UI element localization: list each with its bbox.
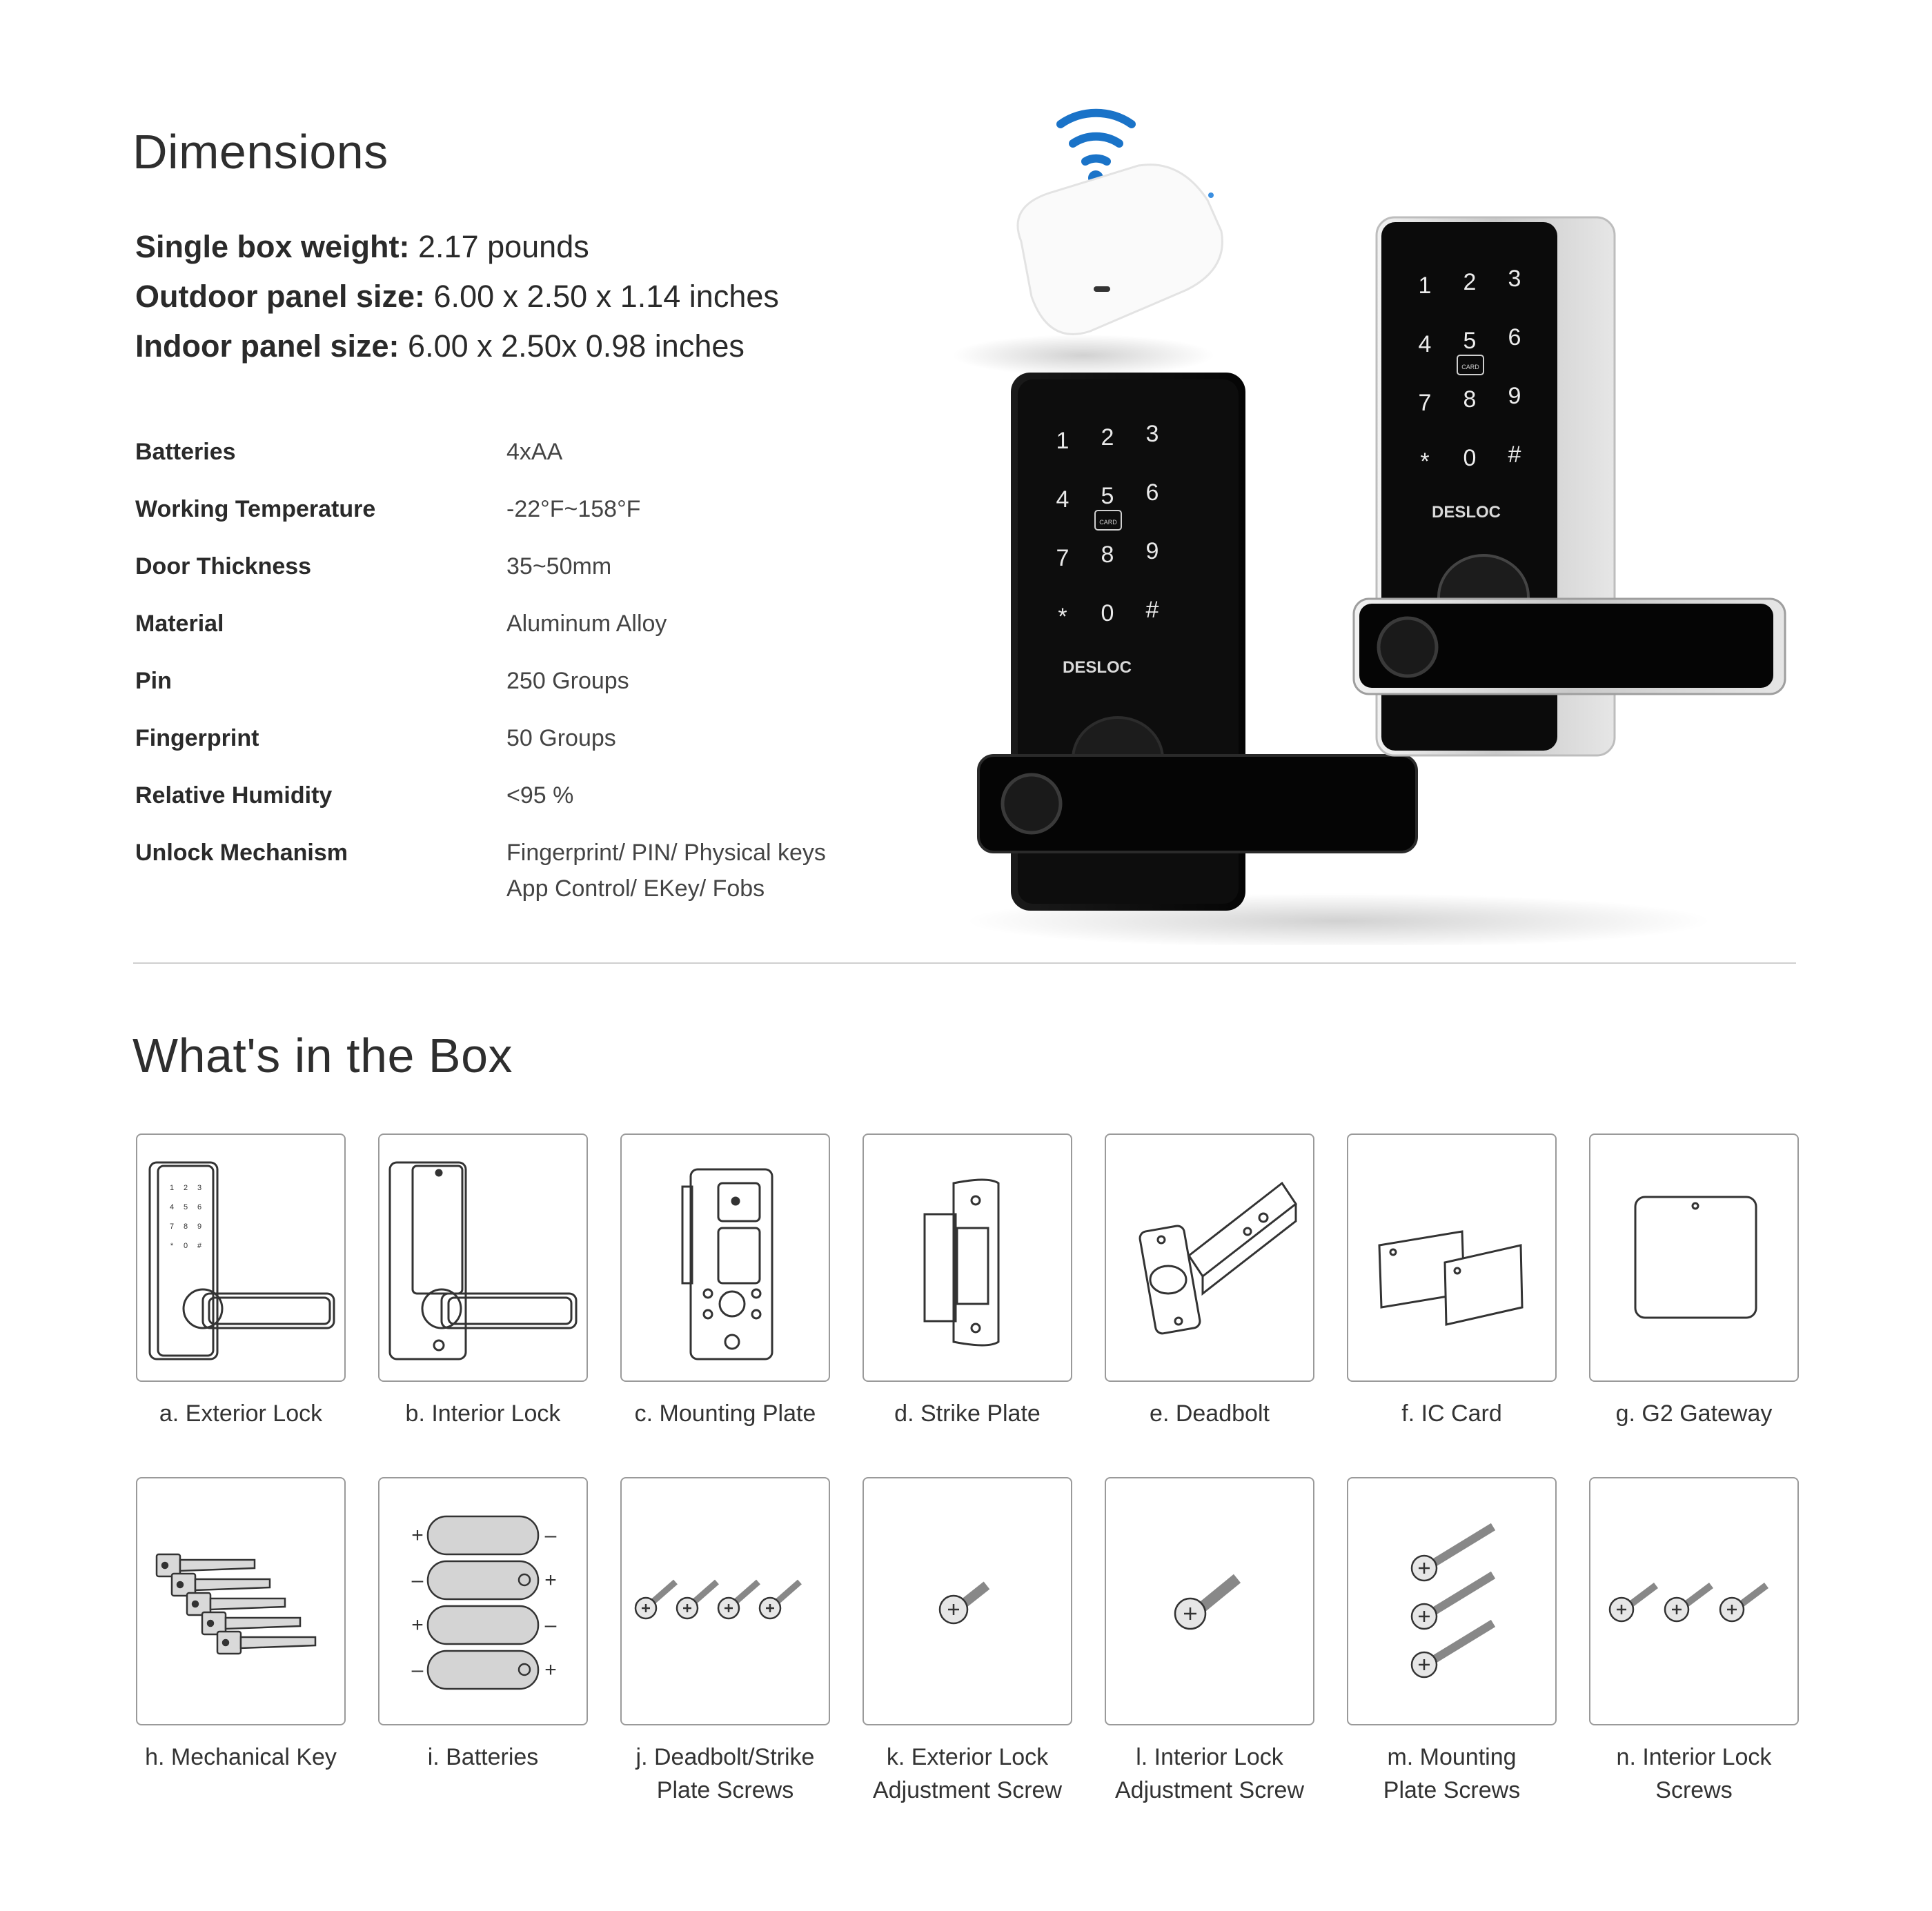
svg-text:DESLOC: DESLOC	[1431, 503, 1501, 522]
box-item-mechanical-key	[136, 1477, 346, 1774]
summary-block	[135, 222, 779, 371]
svg-text:0: 0	[183, 1242, 188, 1250]
svg-text:3: 3	[1508, 266, 1521, 292]
spec-row	[135, 439, 894, 496]
summary-weight: Single box weight: 2.17 pounds	[135, 229, 589, 264]
svg-text:8: 8	[1101, 542, 1114, 568]
box-item-mounting-plate	[620, 1133, 830, 1430]
spec-key: Relative Humidity	[135, 782, 333, 809]
item-caption: b. Interior Lock	[405, 1400, 561, 1427]
box-item-ic-card	[1347, 1133, 1557, 1430]
spec-value: Aluminum Alloy	[506, 611, 667, 637]
spec-value: Fingerprint/ PIN/ Physical keys App Control/ EKey/ Fobs	[506, 840, 826, 902]
mounting-screws-icon	[1347, 1477, 1557, 1725]
dimensions-title: Dimensions	[132, 125, 388, 179]
box-item-exterior-lock	[136, 1133, 346, 1430]
svg-text:3: 3	[1145, 421, 1159, 447]
svg-text:2: 2	[1463, 269, 1477, 295]
brand-logo: DESLOC	[1062, 658, 1132, 677]
svg-text:–: –	[411, 1658, 424, 1681]
product-image	[952, 83, 1815, 945]
spec-row	[135, 668, 894, 725]
item-caption: d. Strike Plate	[894, 1400, 1041, 1427]
spec-key: Door Thickness	[135, 553, 312, 580]
spec-row	[135, 782, 894, 840]
svg-text:5: 5	[1463, 328, 1477, 354]
spec-value: -22°F~158°F	[506, 496, 641, 522]
interior-lock-screws-icon	[1589, 1477, 1799, 1725]
item-caption: i. Batteries	[427, 1744, 539, 1770]
svg-text:*: *	[1058, 604, 1067, 630]
svg-text:*: *	[170, 1242, 174, 1250]
svg-text:4: 4	[169, 1203, 175, 1211]
section-divider	[133, 962, 1796, 964]
spec-key: Pin	[135, 668, 172, 694]
item-caption: a. Exterior Lock	[159, 1400, 323, 1427]
svg-text:#: #	[1145, 597, 1159, 623]
svg-text:+: +	[411, 1614, 424, 1636]
batteries-icon	[378, 1477, 588, 1725]
item-caption: l. Interior Lock Adjustment Screw	[1115, 1744, 1304, 1803]
box-item-interior-lock-screws	[1589, 1477, 1799, 1807]
strike-plate-icon	[862, 1133, 1072, 1382]
item-caption: k. Exterior Lock Adjustment Screw	[873, 1744, 1062, 1803]
svg-text:6: 6	[1508, 324, 1521, 350]
box-title: What's in the Box	[132, 1029, 513, 1082]
wifi-icon	[1061, 113, 1132, 161]
svg-text:5: 5	[183, 1203, 188, 1211]
spec-key: Fingerprint	[135, 725, 259, 751]
svg-text:9: 9	[1145, 538, 1159, 564]
deadbolt-icon	[1105, 1133, 1314, 1382]
item-caption: n. Interior Lock Screws	[1616, 1744, 1772, 1803]
box-item-exterior-adjust-screw	[862, 1477, 1072, 1807]
spec-value: 50 Groups	[506, 725, 616, 751]
ic-card-icon	[1347, 1133, 1557, 1382]
svg-text:1: 1	[1056, 428, 1070, 454]
svg-text:+: +	[544, 1658, 557, 1681]
spec-row	[135, 611, 894, 668]
spec-value: 4xAA	[506, 439, 563, 465]
box-item-mounting-screws	[1347, 1477, 1557, 1807]
item-caption: h. Mechanical Key	[145, 1744, 337, 1770]
spec-table	[135, 439, 894, 902]
svg-text:–: –	[544, 1614, 557, 1636]
svg-text:1: 1	[169, 1184, 175, 1192]
exterior-lock-icon	[136, 1133, 346, 1382]
item-caption: c. Mounting Plate	[634, 1400, 816, 1427]
box-item-strike-plate	[862, 1133, 1072, 1430]
keys-icon	[136, 1477, 346, 1725]
spec-value: 250 Groups	[506, 668, 629, 694]
svg-text:–: –	[411, 1569, 424, 1592]
svg-text:8: 8	[183, 1222, 188, 1231]
svg-text:*: *	[1420, 448, 1430, 475]
svg-text:+: +	[411, 1524, 424, 1547]
item-caption: f. IC Card	[1401, 1400, 1502, 1427]
svg-text:#: #	[1508, 442, 1521, 468]
summary-indoor-size: Indoor panel size: 6.00 x 2.50x 0.98 inches	[135, 328, 745, 364]
spec-value: 35~50mm	[506, 553, 612, 580]
spec-key: Material	[135, 611, 224, 637]
svg-text:9: 9	[1508, 383, 1521, 409]
interior-lock-icon	[378, 1133, 588, 1382]
gateway-device	[952, 165, 1222, 376]
svg-text:6: 6	[197, 1203, 202, 1211]
svg-text:7: 7	[1418, 390, 1432, 416]
spec-key: Batteries	[135, 439, 236, 465]
interior-lock-render	[1354, 217, 1785, 755]
spec-row	[135, 840, 894, 902]
svg-text:7: 7	[1056, 545, 1070, 571]
spec-row	[135, 496, 894, 553]
spec-row	[135, 725, 894, 782]
spec-row	[135, 553, 894, 611]
box-item-batteries	[378, 1477, 588, 1774]
svg-text:–: –	[544, 1524, 557, 1547]
svg-text:4: 4	[1056, 486, 1070, 513]
svg-text:#: #	[197, 1242, 202, 1250]
svg-text:8: 8	[1463, 386, 1477, 413]
box-item-strike-screws	[620, 1477, 830, 1807]
svg-text:CARD: CARD	[1099, 519, 1117, 526]
svg-text:2: 2	[183, 1184, 188, 1192]
svg-text:5: 5	[1101, 483, 1114, 509]
item-caption: e. Deadbolt	[1150, 1400, 1270, 1427]
svg-text:9: 9	[197, 1222, 202, 1231]
svg-text:7: 7	[169, 1222, 175, 1231]
spec-value: <95 %	[506, 782, 574, 809]
svg-text:6: 6	[1145, 479, 1159, 506]
interior-adjust-screw-icon	[1105, 1477, 1314, 1725]
spec-key: Working Temperature	[135, 496, 376, 522]
svg-text:0: 0	[1463, 445, 1477, 471]
summary-outdoor-size: Outdoor panel size: 6.00 x 2.50 x 1.14 inches	[135, 279, 779, 314]
mounting-plate-icon	[620, 1133, 830, 1382]
box-item-gateway	[1589, 1133, 1799, 1430]
box-item-interior-lock	[378, 1133, 588, 1430]
item-caption: m. Mounting Plate Screws	[1383, 1744, 1521, 1803]
spec-key: Unlock Mechanism	[135, 840, 348, 866]
gateway-icon	[1589, 1133, 1799, 1382]
box-item-deadbolt	[1105, 1133, 1314, 1430]
svg-text:4: 4	[1418, 331, 1432, 357]
exterior-adjust-screw-icon	[862, 1477, 1072, 1725]
svg-text:CARD: CARD	[1461, 364, 1479, 370]
svg-text:1: 1	[1418, 273, 1432, 299]
svg-text:+: +	[544, 1569, 557, 1592]
item-caption: g. G2 Gateway	[1615, 1400, 1773, 1427]
svg-text:0: 0	[1101, 600, 1114, 626]
svg-text:3: 3	[197, 1184, 202, 1192]
svg-text:2: 2	[1101, 424, 1114, 450]
strike-screws-icon	[620, 1477, 830, 1725]
box-item-interior-adjust-screw	[1105, 1477, 1314, 1807]
item-caption: j. Deadbolt/Strike Plate Screws	[635, 1744, 815, 1803]
